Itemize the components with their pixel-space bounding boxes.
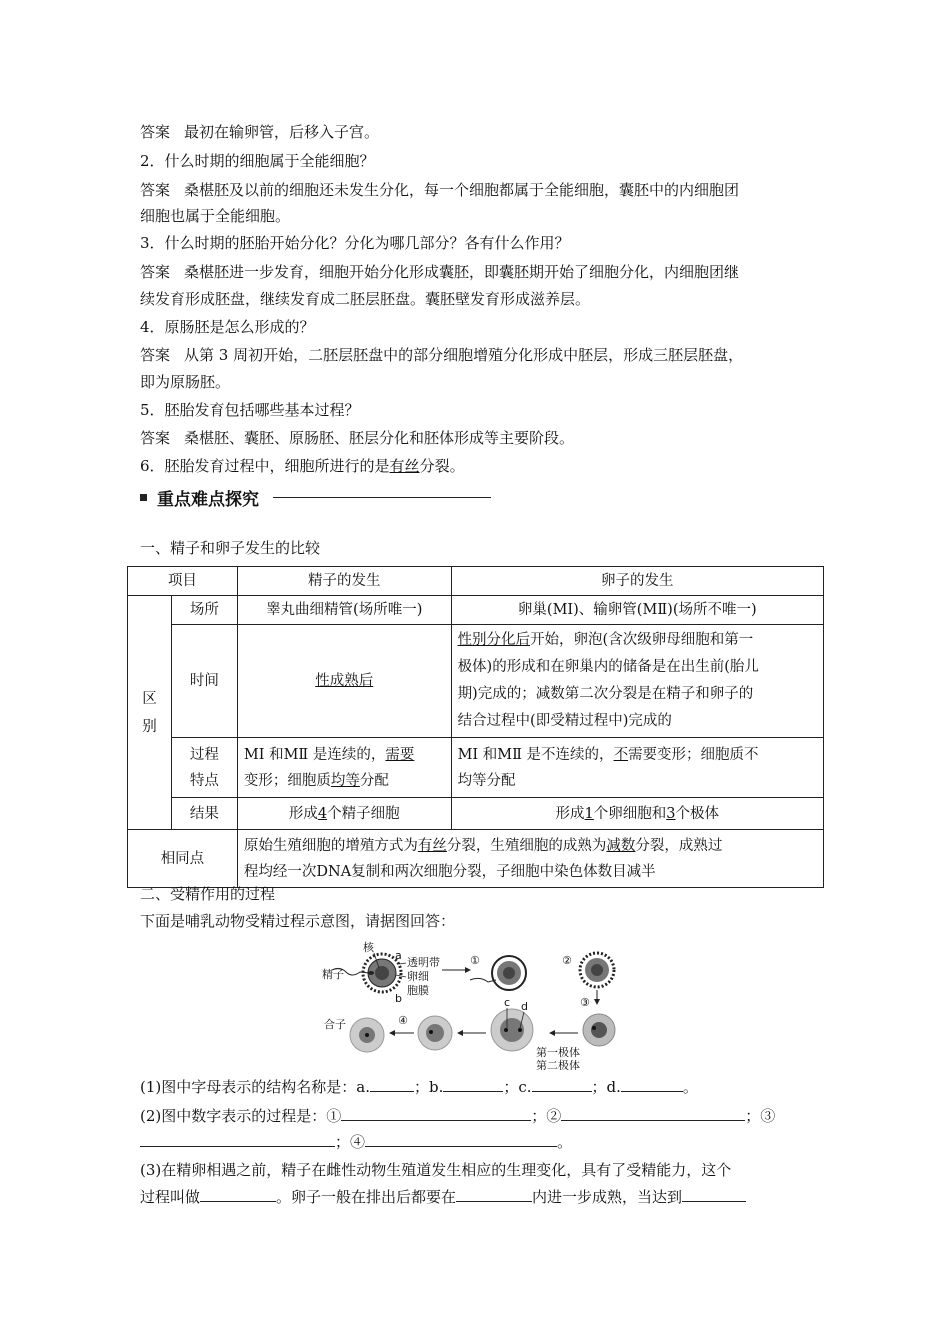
table-row-result: 结果 形成4个精子细胞 形成1个卵细胞和3个极体 (128, 798, 824, 830)
blank-b[interactable] (443, 1076, 503, 1092)
comparison-table (127, 566, 824, 888)
blank-d[interactable] (621, 1076, 683, 1092)
answer-2-line-2: 细胞也属于全能细胞。 (140, 207, 291, 225)
label-step-4: ④ (398, 1014, 408, 1027)
question-4: 4．原肠胚是怎么形成的？ (140, 318, 315, 336)
table-row-same: 相同点 原始生殖细胞的增殖方式为有丝分裂，生殖细胞的成熟为减数分裂，成熟过 程均经一次DNA复制和两次细胞分裂，子细胞中染色体数目减半 (128, 830, 824, 888)
question-1-fill: (1)图中字母表示的结构名称是：a. ；b. ；c. ；d. 。 (140, 1078, 698, 1096)
blank-step-1[interactable] (341, 1105, 531, 1121)
fertilization-svg (322, 940, 632, 1070)
question-2-fill-line-1: (2)图中数字表示的过程是：① ；② ；③ (140, 1107, 776, 1125)
answer-1: 答案 最初在输卵管，后移入子宫。 (140, 123, 380, 141)
blank-capacitation[interactable] (200, 1186, 276, 1202)
table-row-process: 过程 特点 MⅠ 和MⅡ 是连续的，需要 变形；细胞质均等分配 MⅠ 和MⅡ 是不连续的，不需要变形；细胞质不 均等分配 (128, 738, 824, 798)
label-zygote: 合子 (324, 1018, 346, 1031)
blank-step-2[interactable] (561, 1105, 745, 1121)
label-d: d (521, 1000, 528, 1013)
answer-4-line-1: 答案 从第 3 周初开始，二胚层胚盘中的部分细胞增殖分化形成中胚层，形成三胚层胚盘， (140, 346, 744, 364)
label-nucleus: 核 (363, 941, 374, 954)
table-row-place: 区别 场所 睾丸曲细精管(场所唯一) 卵巢(MⅠ)、输卵管(MⅡ)(场所不唯一) (128, 596, 824, 625)
egg-cell-4 (583, 1014, 615, 1046)
part-1-title: 一、精子和卵子发生的比较 (140, 539, 321, 557)
label-step-1: ① (470, 954, 480, 967)
diff-label: 区别 (128, 596, 172, 830)
square-bullet-icon (140, 494, 147, 501)
label-step-2: ② (562, 954, 572, 967)
question-3-line-1: (3)在精卵相遇之前，精子在雌性动物生殖道发生相应的生理变化，具有了受精能力，这个 (140, 1161, 732, 1179)
label-step-3: ③ (580, 996, 590, 1009)
question-6: 6．胚胎发育过程中，细胞所进行的是有丝分裂。 (140, 457, 465, 475)
part-2-intro: 下面是哺乳动物受精过程示意图，请据图回答： (140, 912, 456, 930)
blank-a[interactable] (370, 1076, 414, 1092)
label-zona: 透明带 (407, 956, 440, 969)
heading-rule (273, 497, 491, 498)
blank-c[interactable] (532, 1076, 592, 1092)
table-row-time: 时间 性成熟后 性别分化后开始，卵泡(含次级卵母细胞和第一 极体)的形成和在卵巢内的储备是在出生前(胎儿 期)完成的；减数第二次分裂是在精子和卵子的 结合过程中(即受精过程中)完成的 (128, 625, 824, 738)
answer-5: 答案 桑椹胚、囊胚、原肠胚、胚层分化和胚体形成等主要阶段。 (140, 429, 575, 447)
header-item: 项目 (128, 567, 238, 596)
egg-cell-3 (580, 953, 614, 987)
egg-cell-5 (491, 1009, 533, 1051)
blank-step-3[interactable] (140, 1131, 335, 1147)
label-polar-body-1: 第一极体 (536, 1046, 580, 1059)
zygote-cell (350, 1018, 384, 1052)
question-3-line-2: 过程叫做 。卵子一般在排出后都要在 内进一步成熟，当达到 (140, 1186, 820, 1207)
question-2-fill-line-2: ；④ 。 (140, 1131, 820, 1152)
header-egg: 卵子的发生 (451, 567, 823, 596)
label-c: c (504, 996, 511, 1009)
blank-location[interactable] (456, 1186, 532, 1202)
answer-3-line-2: 续发育形成胚盘，继续发育成二胚层胚盘。囊胚壁发育形成滋养层。 (140, 290, 591, 308)
label-polar-body-2: 第二极体 (536, 1059, 580, 1070)
label-membrane-2: 胞膜 (407, 984, 429, 997)
answer-4-line-2: 即为原肠胚。 (140, 373, 231, 391)
table-header-row (128, 567, 824, 596)
egg-cell-6 (418, 1016, 452, 1050)
answer-2-line-1: 答案 桑椹胚及以前的细胞还未发生分化，每一个细胞都属于全能细胞，囊胚中的内细胞团 (140, 181, 740, 199)
header-sperm: 精子的发生 (237, 567, 451, 596)
question-3: 3．什么时期的胚胎开始分化？分化为哪几部分？各有什么作用？ (140, 234, 570, 252)
blank-stage[interactable] (682, 1186, 746, 1202)
answer-3-line-1: 答案 桑椹胚进一步发育，细胞开始分化形成囊胚，即囊胚期开始了细胞分化，内细胞团继 (140, 263, 740, 281)
label-b: b (395, 992, 402, 1005)
label-membrane-1: 卵细 (407, 970, 429, 983)
fertilization-diagram (322, 940, 632, 1070)
question-2: 2．什么时期的细胞属于全能细胞？ (140, 152, 375, 170)
section-heading: 重点难点探究 (140, 484, 491, 510)
part-2-title: 二、受精作用的过程 (140, 885, 276, 903)
label-sperm: 精子 (322, 968, 344, 981)
label-a: a (395, 949, 402, 962)
blank-step-4[interactable] (365, 1131, 557, 1147)
question-5: 5．胚胎发育包括哪些基本过程？ (140, 401, 360, 419)
